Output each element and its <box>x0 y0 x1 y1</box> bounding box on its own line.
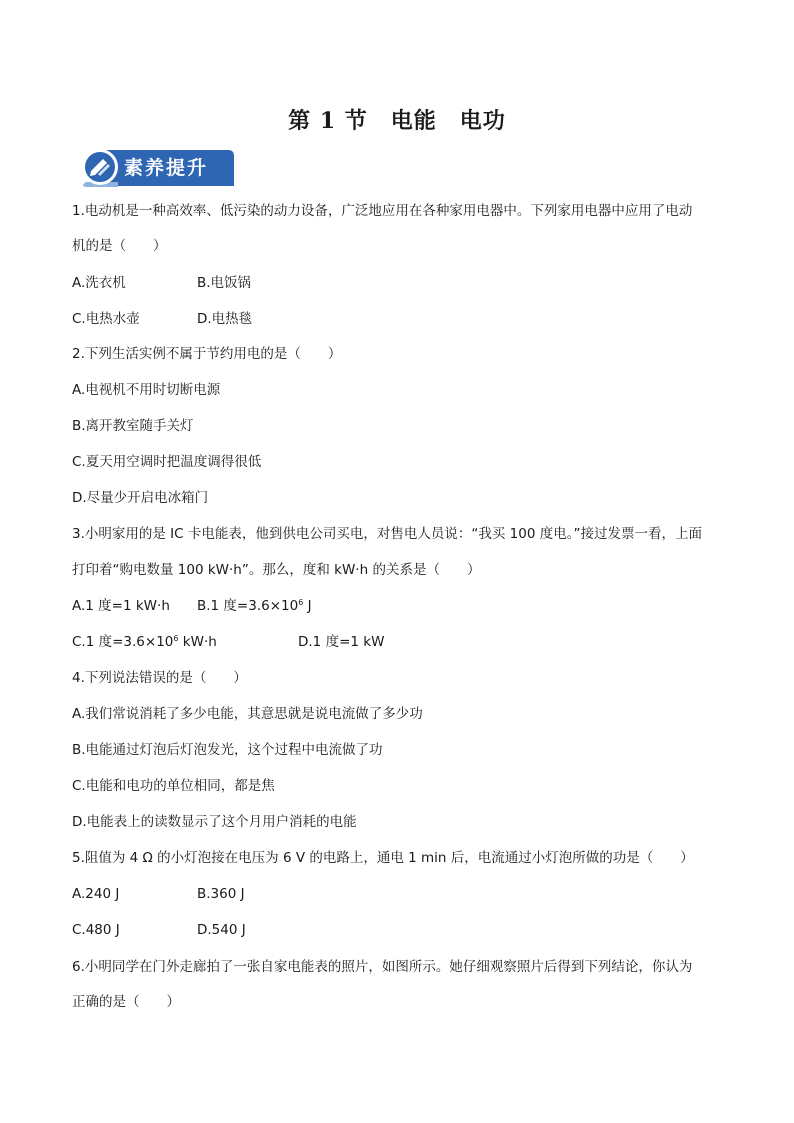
q3-stem-line1: 3.小明家用的是 IC 卡电能表，他到供电公司买电，对售电人员说：“我买 100 度电。”接过发票一看，上面 <box>72 526 702 542</box>
q4-option-d: D.电能表上的读数显示了这个月用户消耗的电能 <box>72 814 357 830</box>
q5-stem: 5.阻值为 4 Ω 的小灯泡接在电压为 6 V 的电路上，通电 1 min 后，电流通过小灯泡所做的功是（ ） <box>72 850 694 866</box>
q4-option-c: C.电能和电功的单位相同，都是焦 <box>72 778 275 794</box>
q3-option-c: C.1 度$=3.6\times 10^6$ kW·h <box>72 634 217 650</box>
q2-option-a: A.电视机不用时切断电源 <box>72 382 221 398</box>
q4-option-b: B.电能通过灯泡后灯泡发光，这个过程中电流做了功 <box>72 742 383 758</box>
q6-stem-line2: 正确的是（ ） <box>72 994 180 1010</box>
q3-option-b: B.1 度$=3.6\times 10^6$ J <box>197 598 312 614</box>
q5-option-d: D.540 J <box>197 922 246 938</box>
q2-option-c: C.夏天用空调时把温度调得很低 <box>72 454 262 470</box>
q5-option-b: B.360 J <box>197 886 245 902</box>
q1-option-d: D.电热毯 <box>197 311 253 327</box>
q1-option-c: C.电热水壶 <box>72 311 140 327</box>
q4-option-a: A.我们常说消耗了多少电能，其意思就是说电流做了多少功 <box>72 706 423 722</box>
q1-option-a: A.洗衣机 <box>72 275 126 291</box>
q1-stem-line2: 机的是（ ） <box>72 238 167 254</box>
q3-option-a: A.1 度=1 kW·h <box>72 598 170 614</box>
q5-option-a: A.240 J <box>72 886 120 902</box>
q3-option-d: D.1 度=1 kW <box>298 634 385 650</box>
q2-option-b: B.离开教室随手关灯 <box>72 418 194 434</box>
page-title: 第 1 节 电能 电功 <box>288 108 506 134</box>
q5-option-c: C.480 J <box>72 922 120 938</box>
section-badge-label: 素养提升 <box>124 157 209 179</box>
q2-option-d: D.尽量少开启电冰箱门 <box>72 490 209 506</box>
q6-stem-line1: 6.小明同学在门外走廊拍了一张自家电能表的照片，如图所示。她仔细观察照片后得到下列结论，你认为 <box>72 959 693 975</box>
q1-stem-line1: 1.电动机是一种高效率、低污染的动力设备，广泛地应用在各种家用电器中。下列家用电器中应用了电动 <box>72 203 693 219</box>
q1-option-b: B.电饭锅 <box>197 275 252 291</box>
q3-stem-line2: 打印着“购电数量 100 kW·h”。那么，度和 kW·h 的关系是（ ） <box>72 562 481 578</box>
q4-stem: 4.下列说法错误的是（ ） <box>72 670 247 686</box>
q2-stem: 2.下列生活实例不属于节约用电的是（ ） <box>72 346 342 362</box>
